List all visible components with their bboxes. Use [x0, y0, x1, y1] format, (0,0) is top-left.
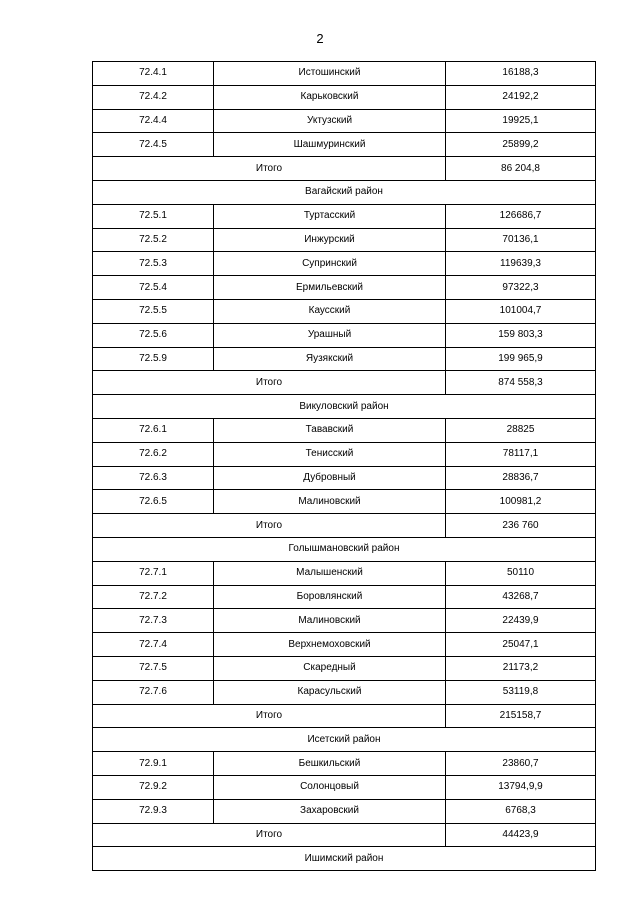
table-row — [93, 585, 596, 609]
name-cell: Каусский — [214, 299, 446, 323]
district-name-cell: Ишимский район — [93, 847, 596, 871]
name-cell: Малышенский — [214, 561, 446, 585]
total-label-cell: Итого — [93, 823, 446, 847]
name-cell: Верхнемоховский — [214, 633, 446, 657]
code-cell: 72.4.2 — [93, 85, 214, 109]
table-row — [93, 466, 596, 490]
value-cell: 199 965,9 — [446, 347, 596, 371]
total-value-cell: 44423,9 — [446, 823, 596, 847]
value-cell: 78117,1 — [446, 442, 596, 466]
name-cell: Урашный — [214, 323, 446, 347]
name-cell: Малиновский — [214, 609, 446, 633]
name-cell: Скаредный — [214, 656, 446, 680]
table-row — [93, 85, 596, 109]
code-cell: 72.9.1 — [93, 752, 214, 776]
code-cell: 72.4.1 — [93, 62, 214, 86]
total-value-cell: 236 760 — [446, 514, 596, 538]
name-cell: Дубровный — [214, 466, 446, 490]
total-label-cell: Итого — [93, 371, 446, 395]
district-name-cell: Голышмановский район — [93, 537, 596, 561]
value-cell: 53119,8 — [446, 680, 596, 704]
table-row — [93, 347, 596, 371]
code-cell: 72.5.6 — [93, 323, 214, 347]
name-cell: Бешкильский — [214, 752, 446, 776]
table-row — [93, 276, 596, 300]
table-row — [93, 490, 596, 514]
name-cell: Карасульский — [214, 680, 446, 704]
table-row — [93, 561, 596, 585]
district-header-row — [93, 537, 596, 561]
name-cell: Солонцовый — [214, 775, 446, 799]
code-cell: 72.4.4 — [93, 109, 214, 133]
name-cell: Яузякский — [214, 347, 446, 371]
table-row — [93, 752, 596, 776]
table-row — [93, 775, 596, 799]
code-cell: 72.7.1 — [93, 561, 214, 585]
district-header-row — [93, 847, 596, 871]
table-row — [93, 609, 596, 633]
code-cell: 72.7.2 — [93, 585, 214, 609]
name-cell: Супринский — [214, 252, 446, 276]
table-row — [93, 252, 596, 276]
code-cell: 72.6.5 — [93, 490, 214, 514]
table-row — [93, 323, 596, 347]
code-cell: 72.9.3 — [93, 799, 214, 823]
value-cell: 16188,3 — [446, 62, 596, 86]
value-cell: 159 803,3 — [446, 323, 596, 347]
code-cell: 72.6.3 — [93, 466, 214, 490]
total-row — [93, 371, 596, 395]
value-cell: 50110 — [446, 561, 596, 585]
value-cell: 28836,7 — [446, 466, 596, 490]
table-row — [93, 299, 596, 323]
name-cell: Тенисский — [214, 442, 446, 466]
district-header-row — [93, 728, 596, 752]
district-header-row — [93, 180, 596, 204]
code-cell: 72.7.4 — [93, 633, 214, 657]
name-cell: Инжурский — [214, 228, 446, 252]
table-row — [93, 62, 596, 86]
table-row — [93, 133, 596, 157]
table-row — [93, 680, 596, 704]
value-cell: 25047,1 — [446, 633, 596, 657]
total-label-cell: Итого — [93, 157, 446, 181]
value-cell: 24192,2 — [446, 85, 596, 109]
value-cell: 6768,3 — [446, 799, 596, 823]
total-value-cell: 874 558,3 — [446, 371, 596, 395]
code-cell: 72.5.3 — [93, 252, 214, 276]
code-cell: 72.9.2 — [93, 775, 214, 799]
total-row — [93, 823, 596, 847]
name-cell: Истошинский — [214, 62, 446, 86]
value-cell: 23860,7 — [446, 752, 596, 776]
total-row — [93, 157, 596, 181]
code-cell: 72.6.1 — [93, 418, 214, 442]
forestry-table — [92, 61, 596, 871]
value-cell: 100981,2 — [446, 490, 596, 514]
table-row — [93, 204, 596, 228]
name-cell: Боровлянский — [214, 585, 446, 609]
value-cell: 25899,2 — [446, 133, 596, 157]
name-cell: Карьковский — [214, 85, 446, 109]
table-row — [93, 228, 596, 252]
table-row — [93, 109, 596, 133]
value-cell: 70136,1 — [446, 228, 596, 252]
name-cell: Ермильевский — [214, 276, 446, 300]
value-cell: 13794,9,9 — [446, 775, 596, 799]
value-cell: 19925,1 — [446, 109, 596, 133]
code-cell: 72.4.5 — [93, 133, 214, 157]
value-cell: 43268,7 — [446, 585, 596, 609]
district-name-cell: Исетский район — [93, 728, 596, 752]
table-body — [93, 62, 596, 871]
value-cell: 28825 — [446, 418, 596, 442]
total-label-cell: Итого — [93, 704, 446, 728]
total-value-cell: 86 204,8 — [446, 157, 596, 181]
code-cell: 72.7.5 — [93, 656, 214, 680]
value-cell: 21173,2 — [446, 656, 596, 680]
code-cell: 72.5.1 — [93, 204, 214, 228]
name-cell: Уктузский — [214, 109, 446, 133]
code-cell: 72.5.2 — [93, 228, 214, 252]
code-cell: 72.5.5 — [93, 299, 214, 323]
page-number: 2 — [316, 31, 324, 46]
code-cell: 72.7.6 — [93, 680, 214, 704]
code-cell: 72.5.4 — [93, 276, 214, 300]
total-value-cell: 215158,7 — [446, 704, 596, 728]
value-cell: 119639,3 — [446, 252, 596, 276]
value-cell: 101004,7 — [446, 299, 596, 323]
total-row — [93, 704, 596, 728]
table-row — [93, 418, 596, 442]
name-cell: Тававский — [214, 418, 446, 442]
code-cell: 72.6.2 — [93, 442, 214, 466]
table-row — [93, 442, 596, 466]
value-cell: 22439,9 — [446, 609, 596, 633]
code-cell: 72.7.3 — [93, 609, 214, 633]
table-row — [93, 633, 596, 657]
total-label-cell: Итого — [93, 514, 446, 538]
name-cell: Захаровский — [214, 799, 446, 823]
value-cell: 97322,3 — [446, 276, 596, 300]
table-row — [93, 656, 596, 680]
district-name-cell: Вагайский район — [93, 180, 596, 204]
name-cell: Туртасский — [214, 204, 446, 228]
code-cell: 72.5.9 — [93, 347, 214, 371]
district-header-row — [93, 395, 596, 419]
name-cell: Малиновский — [214, 490, 446, 514]
district-name-cell: Викуловский район — [93, 395, 596, 419]
value-cell: 126686,7 — [446, 204, 596, 228]
total-row — [93, 514, 596, 538]
table-row — [93, 799, 596, 823]
name-cell: Шашмуринский — [214, 133, 446, 157]
